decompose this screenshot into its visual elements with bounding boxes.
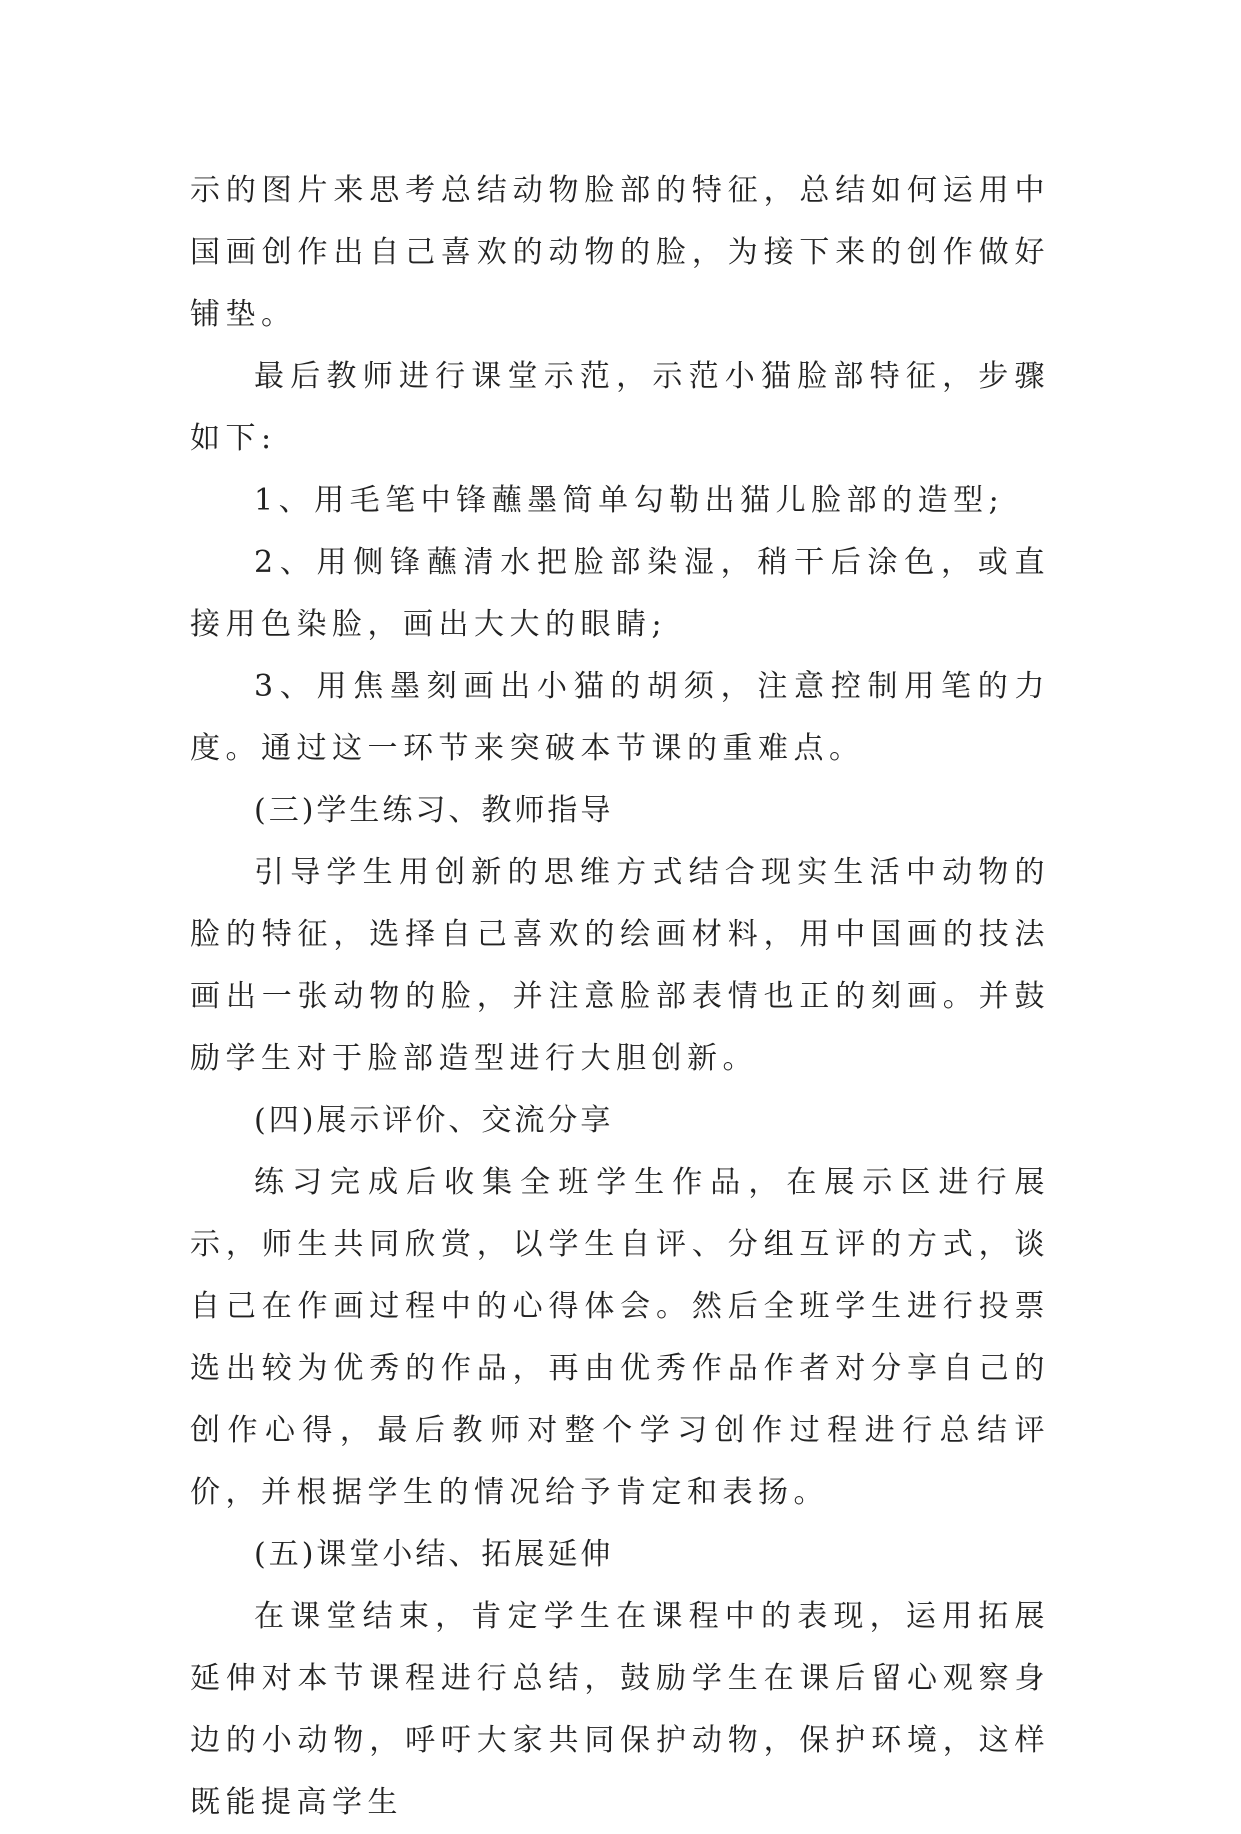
section-heading-summary: (五)课堂小结、拓展延伸 (254, 1537, 614, 1572)
section-heading-evaluation: (四)展示评价、交流分享 (254, 1103, 614, 1138)
paragraph-step-1: 1、用毛笔中锋蘸墨简单勾勒出猫儿脸部的造型; (254, 483, 1005, 518)
paragraph-summary: 在课堂结束，肯定学生在课程中的表现，运用拓展延伸对本节课程进行总结，鼓励学生在课后留心观察身边的小动物，呼吁大家共同保护动物，保护环境，这样既能提高学生 (190, 1599, 1050, 1820)
paragraph-demo-intro: 最后教师进行课堂示范，示范小猫脸部特征，步骤如下: (190, 359, 1050, 456)
section-heading-practice: (三)学生练习、教师指导 (254, 793, 614, 828)
paragraph-intro-continuation: 示的图片来思考总结动物脸部的特征，总结如何运用中国画创作出自己喜欢的动物的脸，为接下来的创作做好铺垫。 (190, 173, 1050, 332)
paragraph-practice: 引导学生用创新的思维方式结合现实生活中动物的脸的特征，选择自己喜欢的绘画材料，用中国画的技法画出一张动物的脸，并注意脸部表情也正的刻画。并鼓励学生对于脸部造型进行大胆创新。 (190, 855, 1050, 1076)
document-body (190, 160, 1050, 1834)
paragraph-evaluation: 练习完成后收集全班学生作品，在展示区进行展示，师生共同欣赏，以学生自评、分组互评的方式，谈自己在作画过程中的心得体会。然后全班学生进行投票选出较为优秀的作品，再由优秀作品作者对分享自己的创作心得，最后教师对整个学习创作过程进行总结评价，并根据学生的情况给予肯定和表扬。 (190, 1165, 1050, 1510)
paragraph-step-2: 2、用侧锋蘸清水把脸部染湿，稍干后涂色，或直接用色染脸，画出大大的眼睛; (190, 545, 1050, 642)
paragraph-step-3: 3、用焦墨刻画出小猫的胡须，注意控制用笔的力度。通过这一环节来突破本节课的重难点。 (190, 669, 1050, 766)
